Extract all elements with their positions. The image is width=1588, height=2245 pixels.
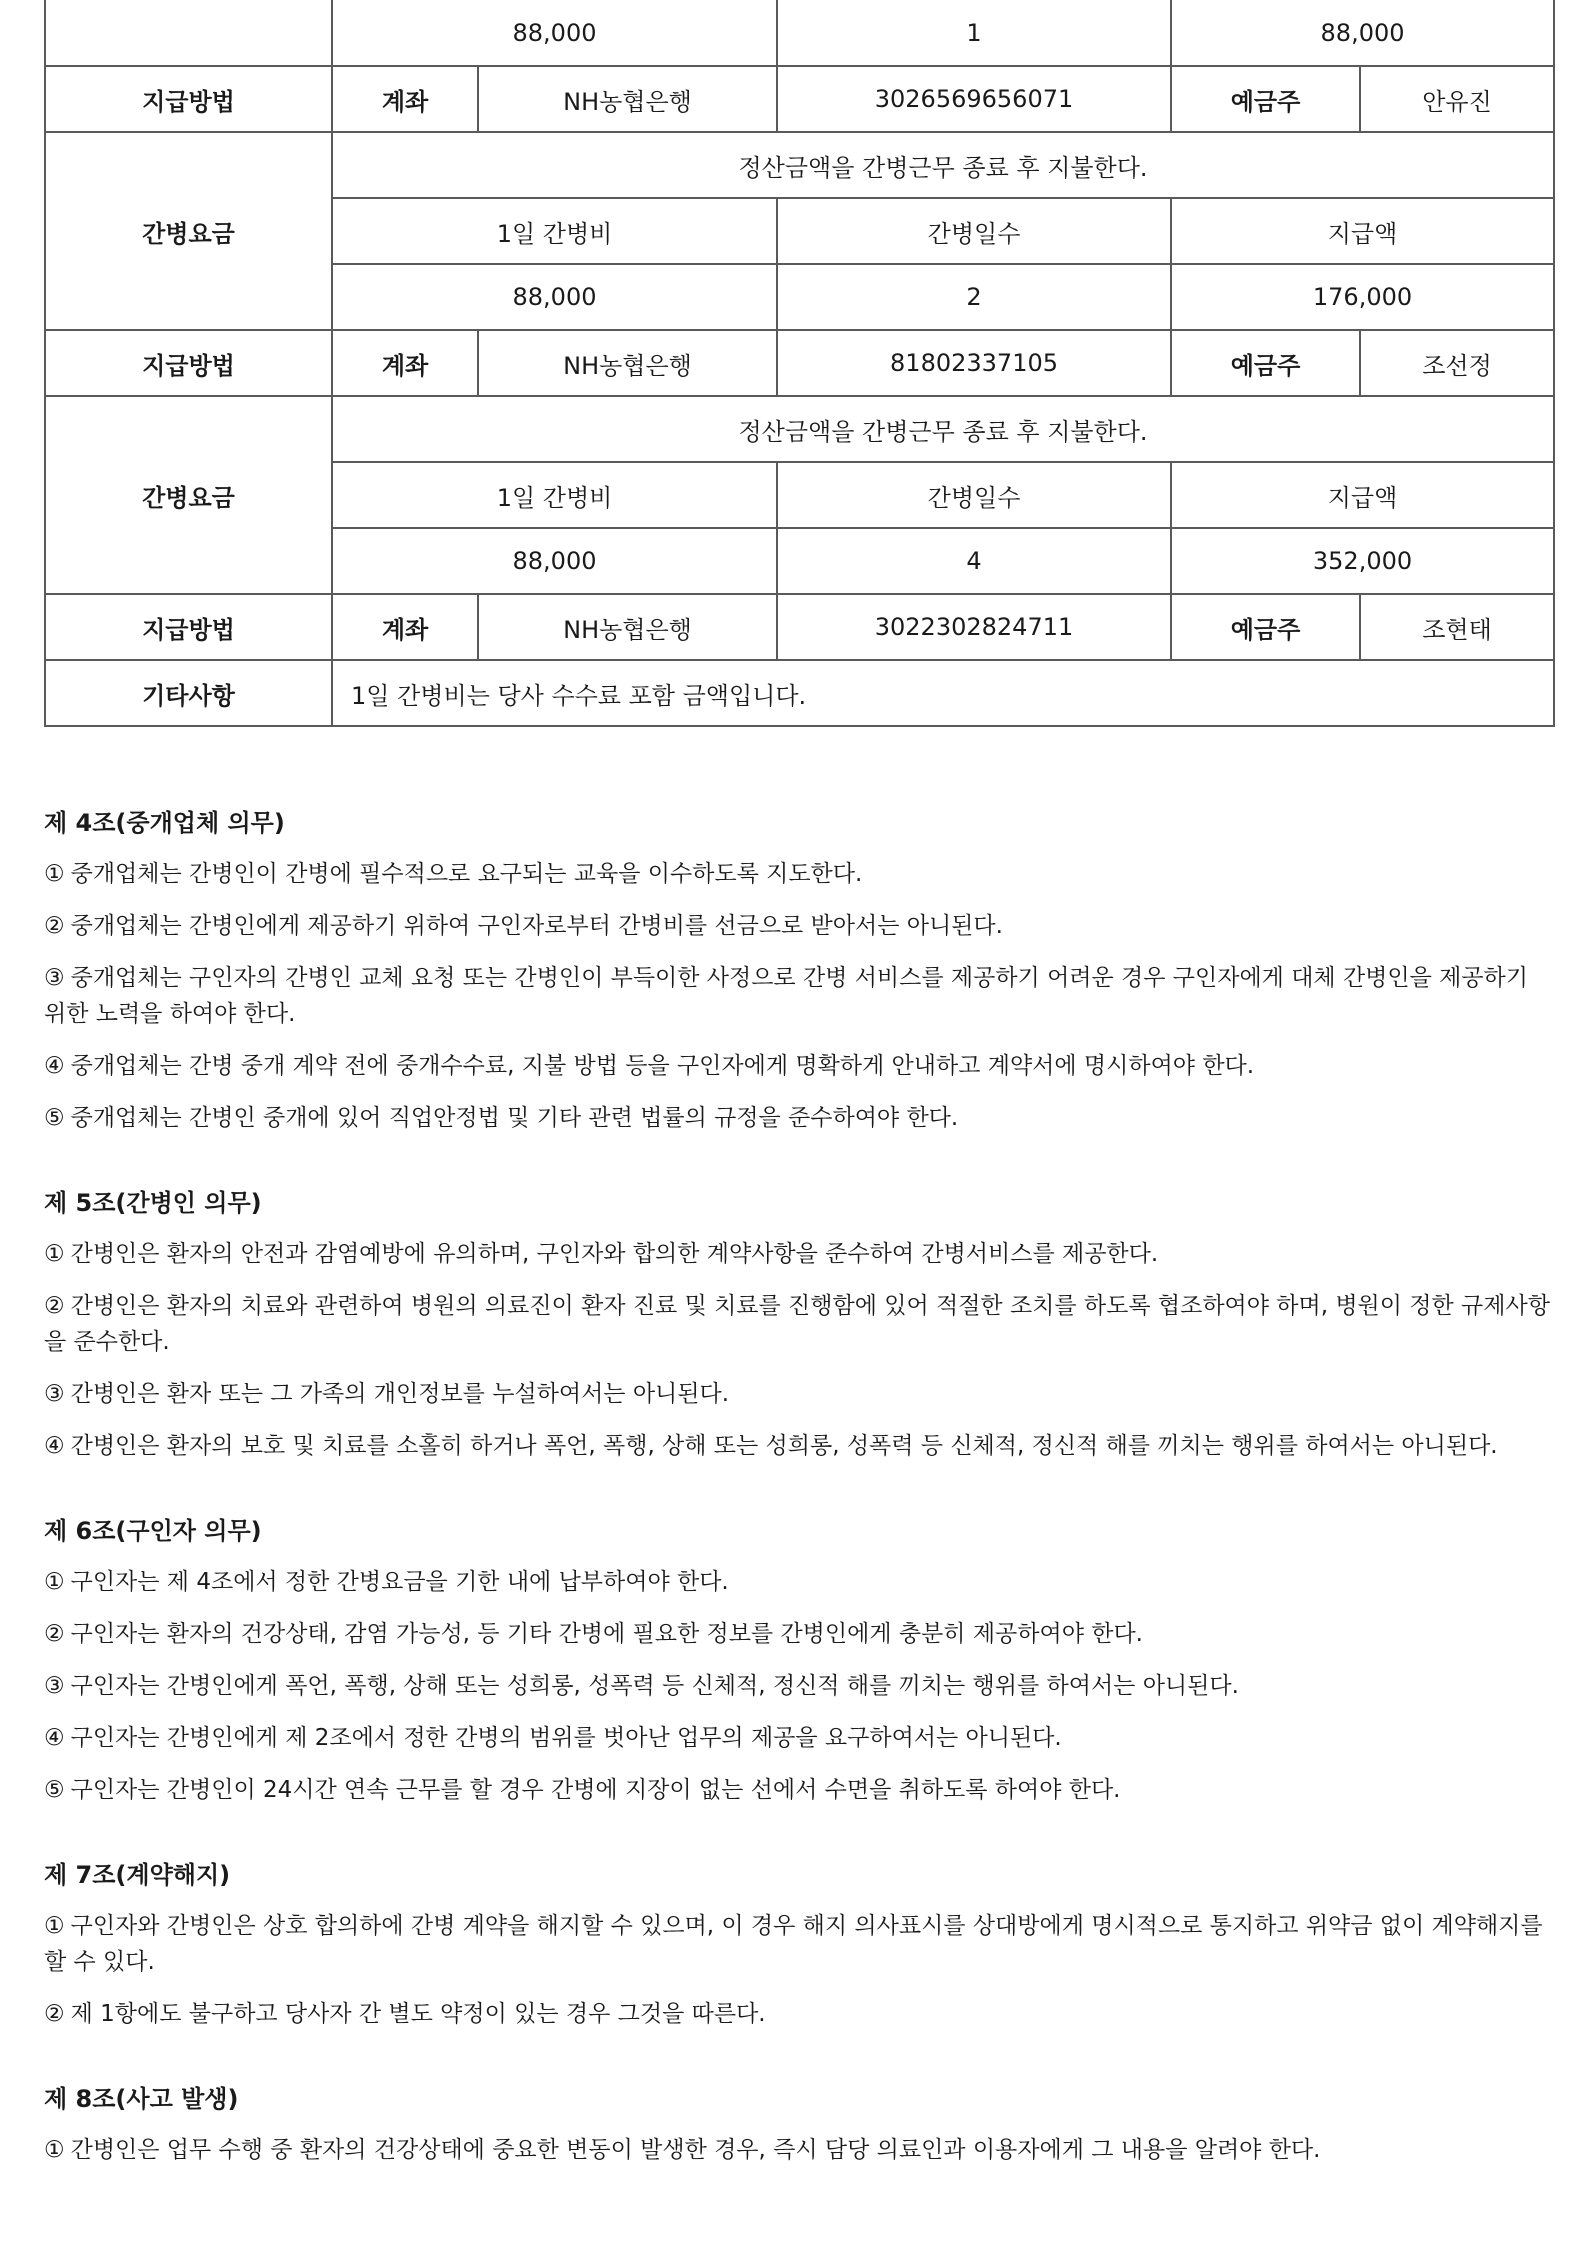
- article-clause: [44, 1720, 1553, 1756]
- contract-articles: [44, 806, 1553, 2218]
- clause-number: ①: [44, 1241, 65, 1267]
- account-holder-label: 예금주: [1171, 66, 1360, 132]
- account-holder: 안유진: [1360, 66, 1554, 132]
- amount-value: 88,000: [1171, 0, 1554, 66]
- clause-number: ①: [44, 1569, 65, 1595]
- other-notes-value: 1일 간병비는 당사 수수료 포함 금액입니다.: [332, 660, 1554, 726]
- clause-number: ⑤: [44, 1105, 65, 1131]
- clause-number: ④: [44, 1433, 65, 1459]
- account-label: 계좌: [332, 66, 478, 132]
- clause-text: 제 1항에도 불구하고 당사자 간 별도 약정이 있는 경우 그것을 따른다.: [70, 2001, 766, 2027]
- account-number: 3026569656071: [777, 66, 1171, 132]
- bank-name: NH농협은행: [478, 594, 777, 660]
- clause-text: 간병인은 환자의 보호 및 치료를 소홀히 하거나 폭언, 폭행, 상해 또는 성희롱, 성폭력 등 신체적, 정신적 해를 끼치는 행위를 하여서는 아니된다.: [70, 1433, 1498, 1459]
- account-number: 3022302824711: [777, 594, 1171, 660]
- amount-value: 176,000: [1171, 264, 1554, 330]
- article-clause: [44, 1048, 1553, 1084]
- clause-number: ②: [44, 913, 65, 939]
- settlement-note: 정산금액을 간병근무 종료 후 지불한다.: [332, 132, 1554, 198]
- article-clause: [44, 1616, 1553, 1652]
- other-notes-row: [45, 660, 1554, 726]
- account-holder-label: 예금주: [1171, 330, 1360, 396]
- daily-fee-value: 88,000: [332, 528, 777, 594]
- fee-note-row: [45, 396, 1554, 462]
- clause-text: 구인자는 간병인에게 폭언, 폭행, 상해 또는 성희롱, 성폭력 등 신체적, 정신적 해를 끼치는 행위를 하여서는 아니된다.: [70, 1673, 1239, 1699]
- clause-number: ①: [44, 861, 65, 887]
- article-clause: [44, 2132, 1553, 2168]
- other-notes-label: 기타사항: [45, 660, 332, 726]
- article-title: 제 7조(계약해지): [44, 1861, 231, 1889]
- article-clause: [44, 1772, 1553, 1808]
- clause-text: 간병인은 환자 또는 그 가족의 개인정보를 누설하여서는 아니된다.: [70, 1381, 729, 1407]
- clause-number: ②: [44, 1621, 65, 1647]
- fee-label: 간병요금: [45, 132, 332, 330]
- article-clause: [44, 1996, 1553, 2032]
- amount-value: 352,000: [1171, 528, 1554, 594]
- payment-row: [45, 66, 1554, 132]
- article-clause: [44, 1236, 1553, 1272]
- article-title: 제 4조(중개업체 의무): [44, 809, 285, 837]
- clause-number: ⑤: [44, 1777, 65, 1803]
- account-holder: 조선정: [1360, 330, 1554, 396]
- settlement-note: 정산금액을 간병근무 종료 후 지불한다.: [332, 396, 1554, 462]
- article-clause: [44, 1428, 1553, 1464]
- clause-text: 중개업체는 간병인 중개에 있어 직업안정법 및 기타 관련 법률의 규정을 준수하여야 한다.: [70, 1105, 959, 1131]
- clause-number: ③: [44, 965, 65, 991]
- article-section: [44, 1186, 1553, 1464]
- fee-label: 간병요금: [45, 396, 332, 594]
- days-header: 간병일수: [777, 462, 1171, 528]
- amount-header: 지급액: [1171, 462, 1554, 528]
- payment-row: [45, 594, 1554, 660]
- article-clause: [44, 856, 1553, 892]
- clause-text: 간병인은 환자의 안전과 감염예방에 유의하며, 구인자와 합의한 계약사항을 준수하여 간병서비스를 제공한다.: [70, 1241, 1159, 1267]
- clause-number: ①: [44, 2137, 65, 2163]
- clause-number: ②: [44, 1293, 65, 1319]
- daily-fee-value: 88,000: [332, 0, 777, 66]
- clause-text: 구인자는 간병인이 24시간 연속 근무를 할 경우 간병에 지장이 없는 선에서 수면을 취하도록 하여야 한다.: [70, 1777, 1121, 1803]
- article-title: 제 5조(간병인 의무): [44, 1189, 262, 1217]
- article-clause: [44, 1908, 1553, 1980]
- daily-fee-value: 88,000: [332, 264, 777, 330]
- clause-number: ②: [44, 2001, 65, 2027]
- article-clause: [44, 1288, 1553, 1360]
- clause-number: ④: [44, 1725, 65, 1751]
- article-clause: [44, 908, 1553, 944]
- fee-values-row: [45, 0, 1554, 66]
- clause-number: ①: [44, 1913, 65, 1939]
- account-holder: 조현태: [1360, 594, 1554, 660]
- article-section: [44, 2082, 1553, 2168]
- article-clause: [44, 960, 1553, 1032]
- clause-number: ③: [44, 1381, 65, 1407]
- daily-fee-header: 1일 간병비: [332, 462, 777, 528]
- amount-header: 지급액: [1171, 198, 1554, 264]
- clause-text: 중개업체는 간병인이 간병에 필수적으로 요구되는 교육을 이수하도록 지도한다.: [70, 861, 863, 887]
- clause-text: 간병인은 업무 수행 중 환자의 건강상태에 중요한 변동이 발생한 경우, 즉시 담당 의료인과 이용자에게 그 내용을 알려야 한다.: [70, 2137, 1321, 2163]
- clause-text: 중개업체는 간병인에게 제공하기 위하여 구인자로부터 간병비를 선금으로 받아서는 아니된다.: [70, 913, 1003, 939]
- clause-text: 구인자는 제 4조에서 정한 간병요금을 기한 내에 납부하여야 한다.: [70, 1569, 729, 1595]
- clause-text: 중개업체는 구인자의 간병인 교체 요청 또는 간병인이 부득이한 사정으로 간병 서비스를 제공하기 어려운 경우 구인자에게 대체 간병인을 제공하기 위한 노력을 하여야 한다.: [44, 965, 1528, 1027]
- article-clause: [44, 1100, 1553, 1136]
- daily-fee-header: 1일 간병비: [332, 198, 777, 264]
- article-section: [44, 1514, 1553, 1808]
- days-value: 1: [777, 0, 1171, 66]
- clause-text: 간병인은 환자의 치료와 관련하여 병원의 의료진이 환자 진료 및 치료를 진행함에 있어 적절한 조치를 하도록 협조하여야 하며, 병원이 정한 규제사항을 준수한다.: [44, 1293, 1550, 1355]
- fee-payment-table: [44, 0, 1555, 727]
- account-label: 계좌: [332, 330, 478, 396]
- days-value: 2: [777, 264, 1171, 330]
- article-title: 제 8조(사고 발생): [44, 2085, 239, 2113]
- article-clause: [44, 1668, 1553, 1704]
- clause-text: 중개업체는 간병 중개 계약 전에 중개수수료, 지불 방법 등을 구인자에게 명확하게 안내하고 계약서에 명시하여야 한다.: [70, 1053, 1255, 1079]
- days-value: 4: [777, 528, 1171, 594]
- clause-text: 구인자는 환자의 건강상태, 감염 가능성, 등 기타 간병에 필요한 정보를 간병인에게 충분히 제공하여야 한다.: [70, 1621, 1143, 1647]
- days-header: 간병일수: [777, 198, 1171, 264]
- article-clause: [44, 1564, 1553, 1600]
- payment-row: [45, 330, 1554, 396]
- payment-method-label: 지급방법: [45, 330, 332, 396]
- article-section: [44, 806, 1553, 1136]
- article-section: [44, 1858, 1553, 2032]
- account-label: 계좌: [332, 594, 478, 660]
- account-holder-label: 예금주: [1171, 594, 1360, 660]
- clause-number: ③: [44, 1673, 65, 1699]
- bank-name: NH농협은행: [478, 66, 777, 132]
- fee-note-row: [45, 132, 1554, 198]
- payment-method-label: 지급방법: [45, 594, 332, 660]
- clause-text: 구인자와 간병인은 상호 합의하에 간병 계약을 해지할 수 있으며, 이 경우 해지 의사표시를 상대방에게 명시적으로 통지하고 위약금 없이 계약해지를 할 수 있다.: [44, 1913, 1543, 1975]
- account-number: 81802337105: [777, 330, 1171, 396]
- bank-name: NH농협은행: [478, 330, 777, 396]
- payment-method-label: 지급방법: [45, 66, 332, 132]
- clause-text: 구인자는 간병인에게 제 2조에서 정한 간병의 범위를 벗아난 업무의 제공을 요구하여서는 아니된다.: [70, 1725, 1062, 1751]
- fee-label-cell-cont: [45, 0, 332, 66]
- clause-number: ④: [44, 1053, 65, 1079]
- article-title: 제 6조(구인자 의무): [44, 1517, 262, 1545]
- article-clause: [44, 1376, 1553, 1412]
